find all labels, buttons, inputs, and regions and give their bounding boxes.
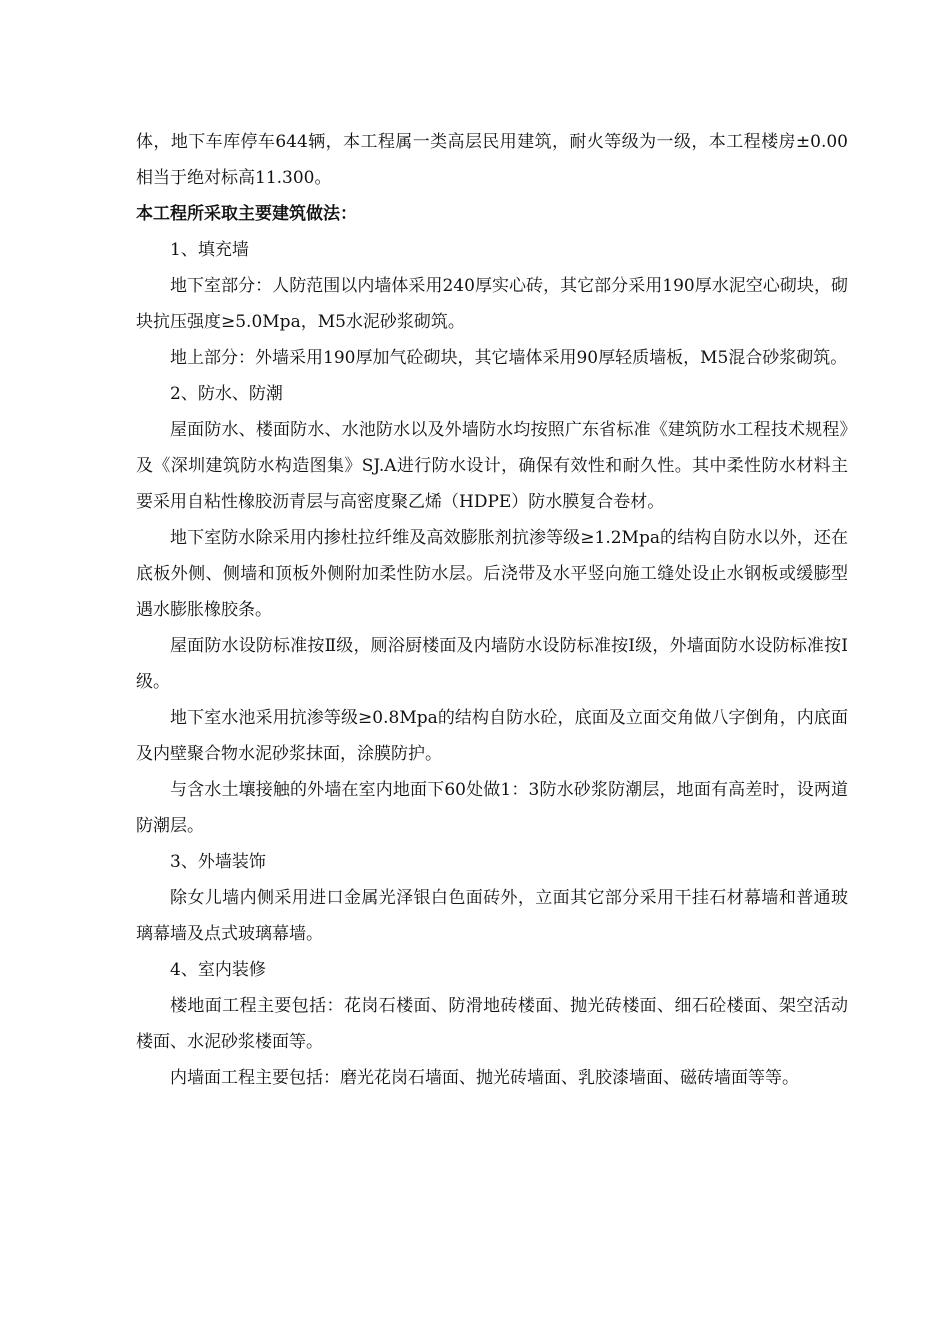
paragraph-floor-works: 楼地面工程主要包括：花岗石楼面、防滑地砖楼面、抛光砖楼面、细石砼楼面、架空活动楼面、水泥砂浆楼面等。 [136,996,848,1052]
paragraph-exterior-finish: 除女儿墙内侧采用进口金属光泽银白色面砖外，立面其它部分采用干挂石材幕墙和普通玻璃幕墙及点式玻璃幕墙。 [136,888,848,944]
paragraph-waterproof-grade: 屋面防水设防标准按Ⅱ级，厕浴厨楼面及内墙防水设防标准按Ⅰ级，外墙面防水设防标准按Ⅰ级。 [136,636,848,692]
paragraph-damp-proof-course: 与含水土壤接触的外墙在室内地面下60处做1：3防水砂浆防潮层，地面有高差时，设两道防潮层。 [136,780,848,836]
subheading-infill-wall: 1、填充墙 [170,240,249,260]
paragraph-above-ground-walls: 地上部分：外墙采用190厚加气砼砌块，其它墙体采用90厚轻质墙板，M5混合砂浆砌筑。 [170,348,848,368]
subheading-interior-finish: 4、室内装修 [170,960,266,980]
subheading-exterior-finish: 3、外墙装饰 [170,852,266,872]
paragraph-waterproofing-standards: 屋面防水、楼面防水、水池防水以及外墙防水均按照广东省标准《建筑防水工程技术规程》及《深圳建筑防水构造图集》SJ.A进行防水设计，确保有效性和耐久性。其中柔性防水材料主要采用自粘性橡胶沥青层与高密度聚乙烯（HDPE）防水膜复合卷材。 [136,420,848,512]
paragraph-intro-continuation: 体，地下车库停车644辆，本工程属一类高层民用建筑，耐火等级为一级，本工程楼房±0.00相当于绝对标高11.300。 [136,132,848,188]
paragraph-basement-walls: 地下室部分：人防范围以内墙体采用240厚实心砖，其它部分采用190厚水泥空心砌块，砌块抗压强度≥5.0Mpa，M5水泥砂浆砌筑。 [136,276,848,332]
subheading-waterproofing: 2、防水、防潮 [170,384,283,404]
paragraph-basement-pool: 地下室水池采用抗渗等级≥0.8Mpa的结构自防水砼，底面及立面交角做八字倒角，内底面及内壁聚合物水泥砂浆抹面，涂膜防护。 [136,708,848,764]
paragraph-wall-works: 内墙面工程主要包括：磨光花岗石墙面、抛光砖墙面、乳胶漆墙面、磁砖墙面等等。 [170,1068,799,1088]
paragraph-basement-waterproofing: 地下室防水除采用内掺杜拉纤维及高效膨胀剂抗渗等级≥1.2Mpa的结构自防水以外，还在底板外侧、侧墙和顶板外侧附加柔性防水层。后浇带及水平竖向施工缝处设止水钢板或缓膨型遇水膨胀橡胶条。 [136,528,848,620]
document-body [136,124,848,1096]
section-heading-main-methods: 本工程所采取主要建筑做法： [136,204,357,224]
